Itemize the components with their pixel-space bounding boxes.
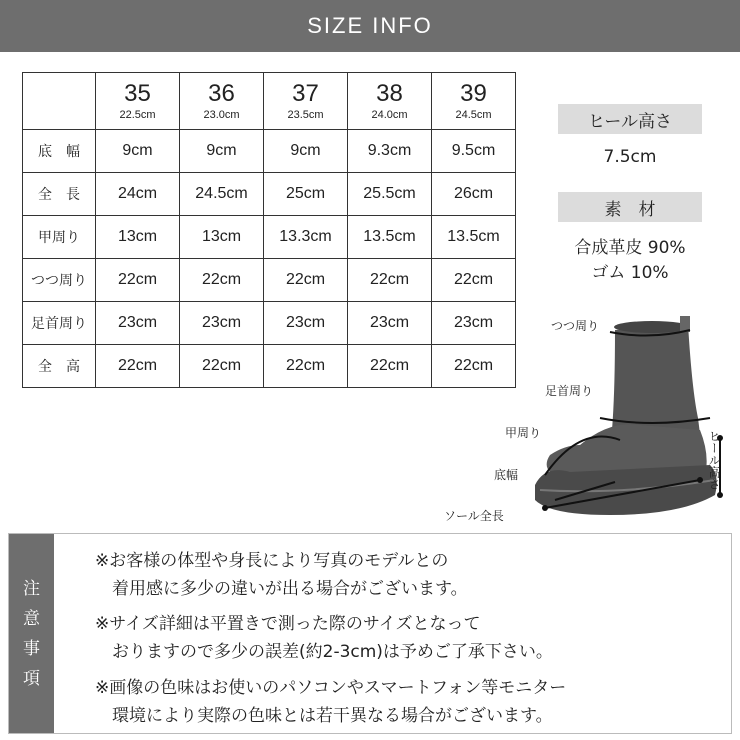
diagram-label-ankle: 足首周り xyxy=(545,384,594,398)
table-cell: 13.5cm xyxy=(348,216,432,259)
boot-opening xyxy=(614,321,690,333)
diagram-label-sole-width: 底幅 xyxy=(494,468,519,482)
heel-height-label: ヒール高さ xyxy=(558,104,702,134)
notes-side-char: 項 xyxy=(23,668,40,689)
header-title: SIZE INFO xyxy=(307,13,433,38)
table-cell: 13.5cm xyxy=(432,216,516,259)
row-label-instep: 甲周り xyxy=(23,216,96,259)
size-number: 38 xyxy=(376,80,403,107)
table-cell: 23cm xyxy=(96,302,180,345)
table-cell: 13cm xyxy=(96,216,180,259)
note-line: 環境により実際の色味とは若干異なる場合がございます。 xyxy=(95,706,553,726)
table-cell: 22cm xyxy=(348,259,432,302)
table-cell: 23cm xyxy=(264,302,348,345)
table-cell: 26cm xyxy=(432,173,516,216)
notes-side-char: 注 xyxy=(23,578,40,599)
table-cell: 13cm xyxy=(180,216,264,259)
note-line: ※サイズ詳細は平置きで測った際のサイズとなって xyxy=(95,614,481,634)
diagram-label-heel-height: ヒール高さ xyxy=(707,430,721,490)
row-label-ankle: 足首周り xyxy=(23,302,96,345)
size-col-38 xyxy=(348,73,432,130)
table-row xyxy=(23,173,516,216)
size-length: 22.5cm xyxy=(119,109,156,121)
size-length: 24.0cm xyxy=(371,109,408,121)
notes-box xyxy=(8,533,732,734)
table-row xyxy=(23,302,516,345)
note-line: 着用感に多少の違いが出る場合がございます。 xyxy=(95,579,468,599)
row-label-total-height: 全 高 xyxy=(23,345,96,388)
notes-side-label xyxy=(9,534,54,733)
size-col-36 xyxy=(180,73,264,130)
table-cell: 22cm xyxy=(96,345,180,388)
size-col-35 xyxy=(96,73,180,130)
measure-dot xyxy=(717,492,723,498)
table-row xyxy=(23,216,516,259)
note-line: ※お客様の体型や身長により写真のモデルとの xyxy=(95,551,449,571)
table-row xyxy=(23,130,516,173)
table-cell: 22cm xyxy=(432,259,516,302)
row-label-shaft: つつ周り xyxy=(23,259,96,302)
table-cell: 23cm xyxy=(180,302,264,345)
table-cell: 9cm xyxy=(96,130,180,173)
table-cell: 24cm xyxy=(96,173,180,216)
measure-dot xyxy=(542,505,548,511)
boot-diagram xyxy=(520,300,740,530)
table-cell: 24.5cm xyxy=(180,173,264,216)
table-cell: 9.3cm xyxy=(348,130,432,173)
diagram-label-instep: 甲周り xyxy=(505,426,542,440)
size-number: 37 xyxy=(292,80,319,107)
table-cell: 13.3cm xyxy=(264,216,348,259)
table-cell: 22cm xyxy=(348,345,432,388)
table-cell: 9.5cm xyxy=(432,130,516,173)
notes-side-char: 意 xyxy=(23,608,40,629)
material-label: 素 材 xyxy=(558,192,702,222)
diagram-label-sole-length: ソール全長 xyxy=(444,509,504,523)
corner-cell xyxy=(23,73,96,130)
table-cell: 22cm xyxy=(96,259,180,302)
material-line-1: 合成革皮 90% xyxy=(574,238,686,258)
row-label-sole-width: 底 幅 xyxy=(23,130,96,173)
table-cell: 23cm xyxy=(348,302,432,345)
table-cell: 22cm xyxy=(264,259,348,302)
notes-side-char: 事 xyxy=(23,638,40,659)
size-length: 23.0cm xyxy=(203,109,240,121)
size-number: 35 xyxy=(124,80,151,107)
row-label-total-length: 全 長 xyxy=(23,173,96,216)
table-cell: 9cm xyxy=(180,130,264,173)
measure-dot xyxy=(697,477,703,483)
size-info-header xyxy=(0,0,740,52)
heel-height-value: 7.5cm xyxy=(603,147,657,167)
table-cell: 22cm xyxy=(264,345,348,388)
table-cell: 22cm xyxy=(432,345,516,388)
size-col-37 xyxy=(264,73,348,130)
note-line: ※画像の色味はお使いのパソコンやスマートフォン等モニター xyxy=(95,678,567,698)
note-line: おりますので多少の誤差(約2-3cm)は予めご了承下さい。 xyxy=(95,642,553,662)
diagram-label-shaft: つつ周り xyxy=(551,319,600,333)
table-cell: 23cm xyxy=(432,302,516,345)
table-cell: 22cm xyxy=(180,259,264,302)
size-length: 24.5cm xyxy=(455,109,492,121)
material-line-2: ゴム 10% xyxy=(591,263,669,283)
size-length: 23.5cm xyxy=(287,109,324,121)
size-table xyxy=(22,72,516,388)
table-cell: 22cm xyxy=(180,345,264,388)
table-row xyxy=(23,259,516,302)
size-number: 36 xyxy=(208,80,235,107)
size-header-row xyxy=(23,73,516,130)
size-col-39 xyxy=(432,73,516,130)
table-cell: 9cm xyxy=(264,130,348,173)
table-cell: 25.5cm xyxy=(348,173,432,216)
table-row xyxy=(23,345,516,388)
table-cell: 25cm xyxy=(264,173,348,216)
size-number: 39 xyxy=(460,80,487,107)
